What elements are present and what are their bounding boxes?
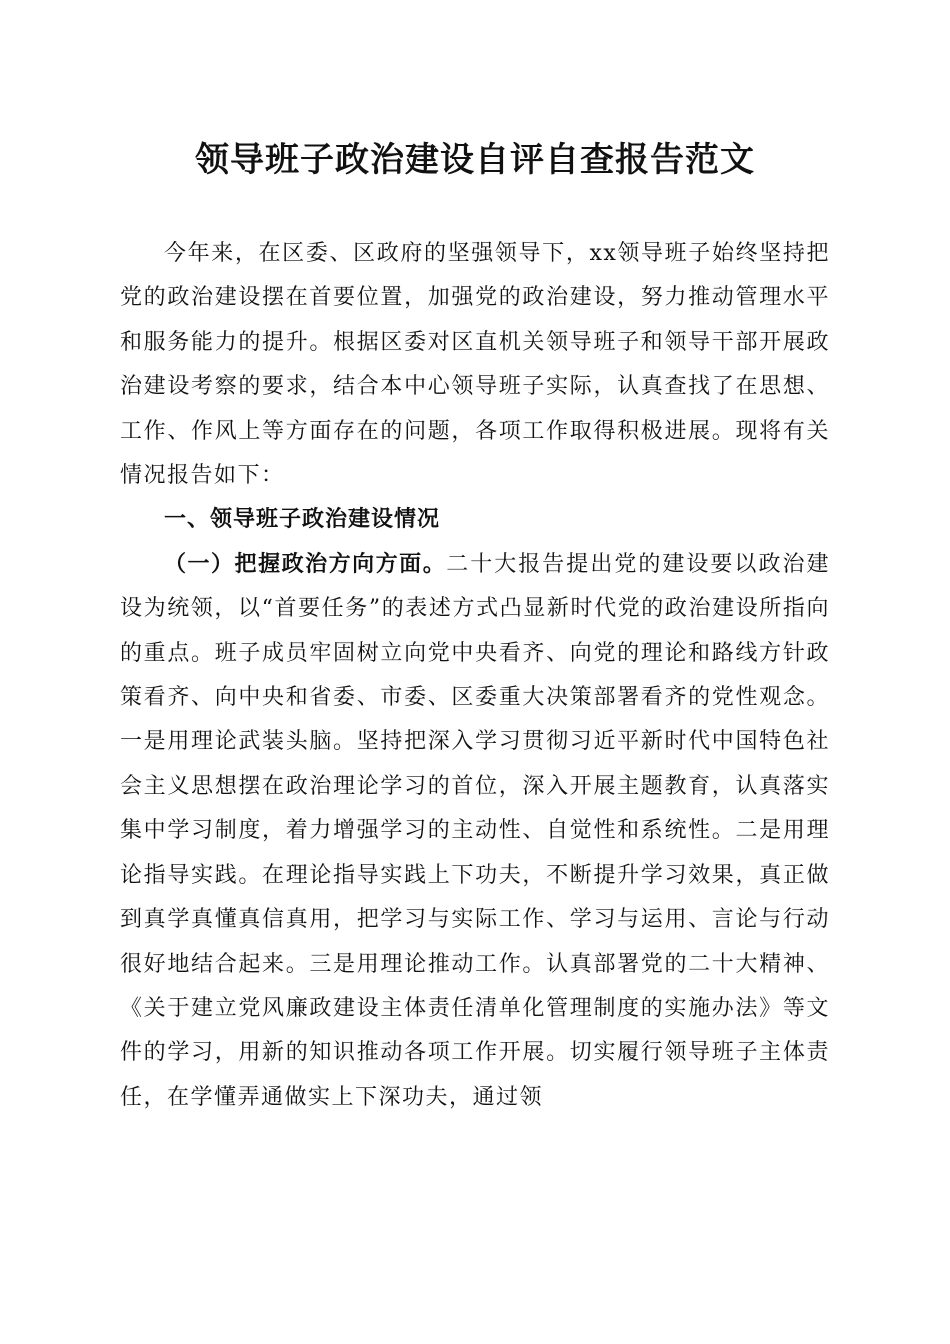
- intro-paragraph: 今年来，在区委、区政府的坚强领导下，xx领导班子始终坚持把党的政治建设摆在首要位置，加强党的政治建设，努力推动管理水平和服务能力的提升。根据区委对区直机关领导班子和领导干部开展政治建设考察的要求，结合本中心领导班子实际，认真查找了在思想、工作、作风上等方面存在的问题，各项工作取得积极进展。现将有关情况报告如下：: [120, 241, 830, 489]
- subsection-body: 二十大报告提出党的建设要以政治建设为统领，以“首要任务”的表述方式凸显新时代党的政治建设所指向的重点。班子成员牢固树立向党中央看齐、向党的理论和路线方针政策看齐、向中央和省委、市委、区委重大决策部署看齐的党性观念。一是用理论武装头脑。坚持把深入学习贯彻习近平新时代中国特色社会主义思想摆在政治理论学习的首位，深入开展主题教育，认真落实集中学习制度，着力增强学习的主动性、自觉性和系统性。二是用理论指导实践。在理论指导实践上下功夫，不断提升学习效果，真正做到真学真懂真信真用，把学习与实际工作、学习与运用、言论与行动很好地结合起来。三是用理论推动工作。认真部署党的二十大精神、《关于建立党风廉政建设主体责任清单化管理制度的实施办法》等文件的学习，用新的知识推动各项工作开展。切实履行领导班子主体责任，在学懂弄通做实上下深功夫，通过领: [120, 551, 830, 1110]
- subsection-paragraph: [120, 543, 830, 1120]
- document-body: [120, 232, 830, 1120]
- subsection-heading: （一）把握政治方向方面。: [164, 551, 447, 577]
- section-heading: 一、领导班子政治建设情况: [164, 507, 441, 533]
- document-title: 领导班子政治建设自评自查报告范文: [195, 140, 755, 180]
